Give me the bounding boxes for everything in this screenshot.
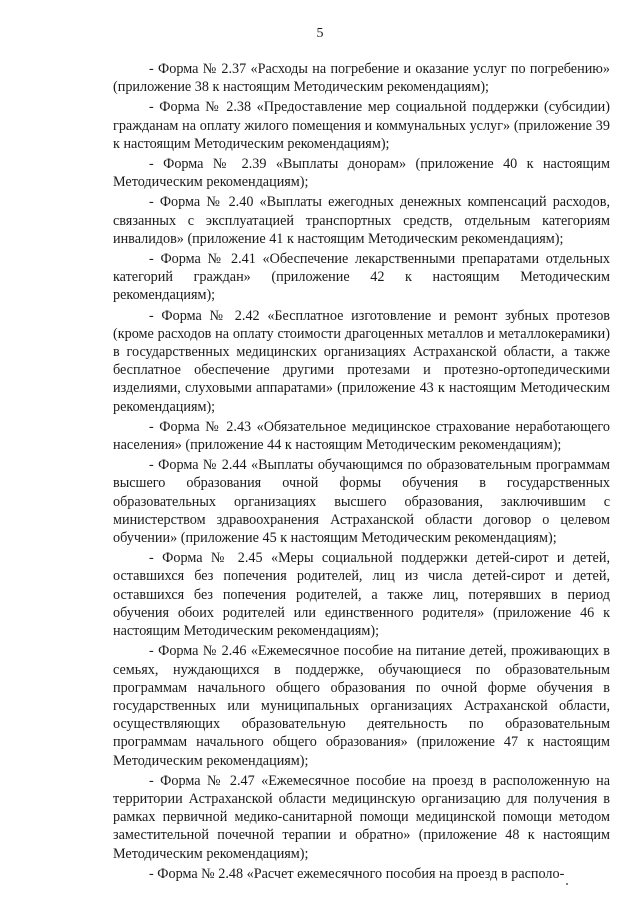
list-item: - Форма № 2.37 «Расходы на погребение и оказание услуг по погребению» (приложение 38 к настоящим Методическим рекомендациям); <box>113 61 610 96</box>
scan-speck <box>566 883 568 885</box>
list-item: - Форма № 2.38 «Предоставление мер социальной поддержки (субсидии) гражданам на оплату жилого помещения и коммунальных услуг» (приложение 39 к настоящим Методическим рекомендациям); <box>113 99 610 152</box>
list-item: - Форма № 2.46 «Ежемесячное пособие на питание детей, проживающих в семьях, нуждающихся в поддержке, обучающиеся по образовательным программам начального общего образования по очной форме обучения в государственных или муниципальных организациях Астраханской области, осуществляющих образовательную деятельность по образовательным программам начального общего образования» (приложение 47 к настоящим Методическим рекомендациям); <box>113 643 610 769</box>
list-item: - Форма № 2.45 «Меры социальной поддержки детей-сирот и детей, оставшихся без попечения родителей, лиц из числа детей-сирот и детей, оставшихся без попечения родителей, а также лиц, потерявших в период обучения обоих родителей или единственного родителя» (приложение 46 к настоящим Методическим рекомендациям); <box>113 550 610 640</box>
list-item: - Форма № 2.48 «Расчет ежемесячного пособия на проезд в располо- <box>149 865 565 882</box>
list-item: - Форма № 2.47 «Ежемесячное пособие на проезд в расположенную на территории Астраханской области медицинскую организацию для получения в рамках первичной медико-санитарной помощи медицинской помощи методом заместительной почечной терапии и обратно» (приложение 48 к настоящим Методическим рекомендациям); <box>113 772 610 862</box>
list-item: - Форма № 2.41 «Обеспечение лекарственными препаратами отдельных категорий граждан» (приложение 42 к настоящим Методическим рекомендациям); <box>113 251 610 304</box>
page-number: 5 <box>316 26 324 41</box>
list-item: - Форма № 2.39 «Выплаты донорам» (приложение 40 к настоящим Методическим рекомендациям); <box>113 156 610 191</box>
list-item: - Форма № 2.43 «Обязательное медицинское страхование неработающего населения» (приложение 44 к настоящим Методическим рекомендациям); <box>113 418 610 454</box>
list-item: - Форма № 2.40 «Выплаты ежегодных денежных компенсаций расходов, связанных с эксплуатацией транспортных средств, отдельным категориям инвалидов» (приложение 41 к настоящим Методическим рекомендациям); <box>113 194 610 247</box>
document-body <box>113 60 610 883</box>
list-item: - Форма № 2.42 «Бесплатное изготовление и ремонт зубных протезов (кроме расходов на оплату стоимости драгоценных металлов и металлокерамики) в государственных медицинских организациях Астраханской области, а также бесплатное обеспечение другими протезами и протезно-ортопедическими изделиями, слуховыми аппаратами» (приложение 43 к настоящим Методическим рекомендациям); <box>113 307 610 415</box>
list-item: - Форма № 2.44 «Выплаты обучающимся по образовательным программам высшего образования очной формы обучения в государственных образовательных организациях высшего образования, заключившим с министерством здравоохранения Астраханской области договор о целевом обучении» (приложение 45 к настоящим Методическим рекомендациям); <box>113 457 610 547</box>
